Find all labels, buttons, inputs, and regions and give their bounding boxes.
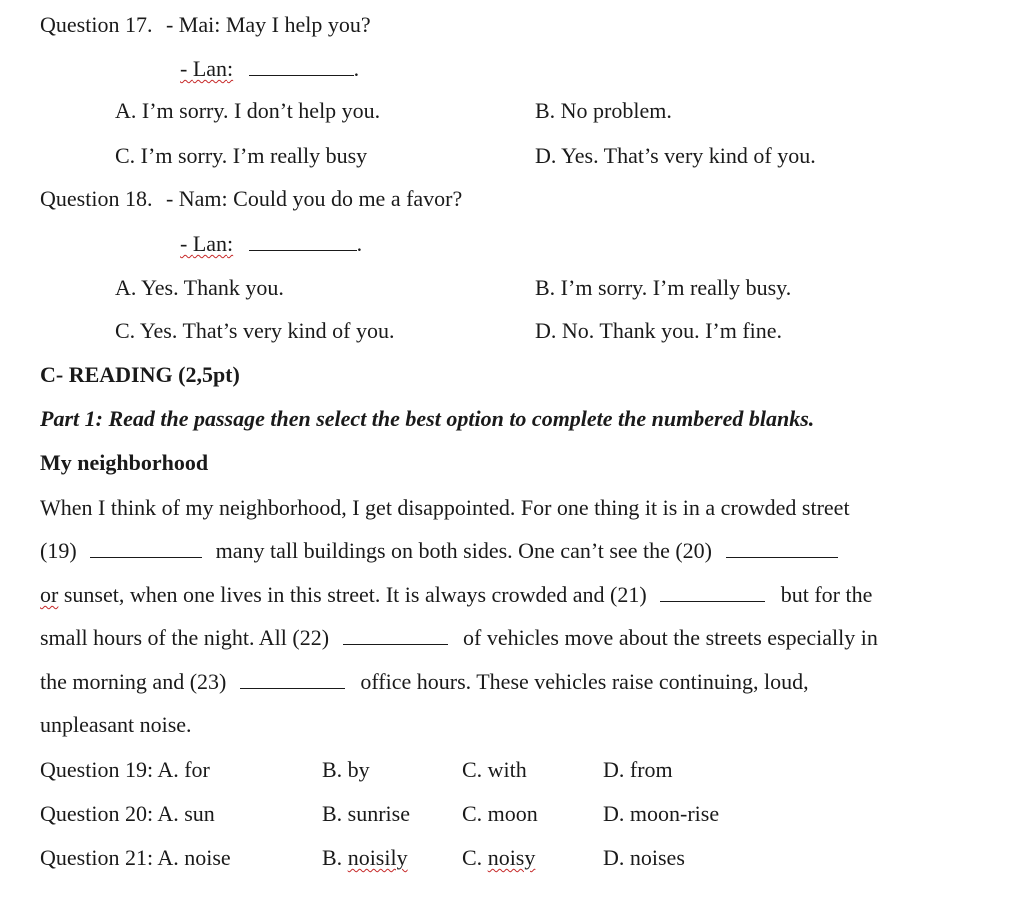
q21-option-c xyxy=(462,847,535,869)
q20-label-option-a: Question 20: A. sun xyxy=(40,801,215,826)
q17-response-colon: : xyxy=(227,56,234,81)
blank-20 xyxy=(726,541,838,558)
q18-blank xyxy=(249,234,357,251)
q17-option-a: A. I’m sorry. I don’t help you. xyxy=(115,98,381,123)
q20-option-c: C. moon xyxy=(462,801,538,826)
passage-line-3 xyxy=(40,584,872,606)
q18-option-a: A. Yes. Thank you. xyxy=(115,275,284,300)
q17-response xyxy=(180,58,359,80)
q19-option-c: C. with xyxy=(462,757,527,782)
q17-response-name: Lan xyxy=(192,56,228,81)
passage-line-3-text: sunset, when one lives in this street. It is always crowded and (21) xyxy=(58,582,647,607)
reading-part1-instructions: Part 1: Read the passage then select the best option to complete the numbered blanks. xyxy=(40,406,815,431)
passage-line-4-text: small hours of the night. All (22) xyxy=(40,625,330,650)
q21-option-b-text: B. noisily xyxy=(322,845,408,870)
q19-option-d: D. from xyxy=(603,757,673,782)
passage-line-3-end: but for the xyxy=(780,582,873,607)
passage-line-5 xyxy=(40,671,809,693)
q18-line xyxy=(40,188,462,210)
passage-title: My neighborhood xyxy=(40,450,209,475)
q18-prompt: - Nam: Could you do me a favor? xyxy=(165,186,463,211)
q18-response-end: . xyxy=(356,231,363,256)
q17-response-end: . xyxy=(353,56,360,81)
q18-option-c: C. Yes. That’s very kind of you. xyxy=(115,318,395,343)
blank-23 xyxy=(240,672,345,689)
q21-option-b xyxy=(322,847,408,869)
q17-blank xyxy=(249,59,354,76)
q20-option-b: B. sunrise xyxy=(322,801,410,826)
q18-response xyxy=(180,233,362,255)
q20-option-d: D. moon-rise xyxy=(603,801,720,826)
q17-line xyxy=(40,14,371,36)
q17-prompt: - Mai: May I help you? xyxy=(165,12,371,37)
q17-option-b: B. No problem. xyxy=(535,98,672,123)
passage-line-5-end: office hours. These vehicles raise continuing, loud, xyxy=(360,669,809,694)
blank-19 xyxy=(90,541,202,558)
q17-response-dash: - xyxy=(180,56,193,81)
q19-option-b: B. by xyxy=(322,757,370,782)
q21-label-option-a: Question 21: A. noise xyxy=(40,845,231,870)
reading-heading: C- READING (2,5pt) xyxy=(40,362,240,387)
q21-option-c-text: C. noisy xyxy=(462,845,536,870)
q17-label: Question 17. xyxy=(40,12,153,37)
q18-option-d: D. No. Thank you. I’m fine. xyxy=(535,318,783,343)
q18-label: Question 18. xyxy=(40,186,153,211)
q18-response-dash: - xyxy=(180,231,193,256)
passage-line-4 xyxy=(40,627,878,649)
passage-line-5-text: the morning and (23) xyxy=(40,669,227,694)
q18-option-b: B. I’m sorry. I’m really busy. xyxy=(535,275,792,300)
q21-option-d: D. noises xyxy=(603,845,685,870)
q18-response-name: Lan xyxy=(192,231,228,256)
q18-response-colon: : xyxy=(227,231,234,256)
passage-line-1: When I think of my neighborhood, I get disappointed. For one thing it is in a crowded street xyxy=(40,495,850,520)
blank-22 xyxy=(343,628,448,645)
blank-21 xyxy=(660,585,765,602)
passage-line-4-end: of vehicles move about the streets especially in xyxy=(463,625,878,650)
q19-label-option-a: Question 19: A. for xyxy=(40,757,210,782)
q17-option-d: D. Yes. That’s very kind of you. xyxy=(535,143,816,168)
passage-line-2-text: many tall buildings on both sides. One can’t see the (20) xyxy=(215,538,712,563)
q17-option-c: C. I’m sorry. I’m really busy xyxy=(115,143,368,168)
passage-line-2 xyxy=(40,540,838,562)
passage-line-6: unpleasant noise. xyxy=(40,712,192,737)
blank-19-label: (19) xyxy=(40,538,77,563)
passage-word-or: or xyxy=(40,582,59,607)
